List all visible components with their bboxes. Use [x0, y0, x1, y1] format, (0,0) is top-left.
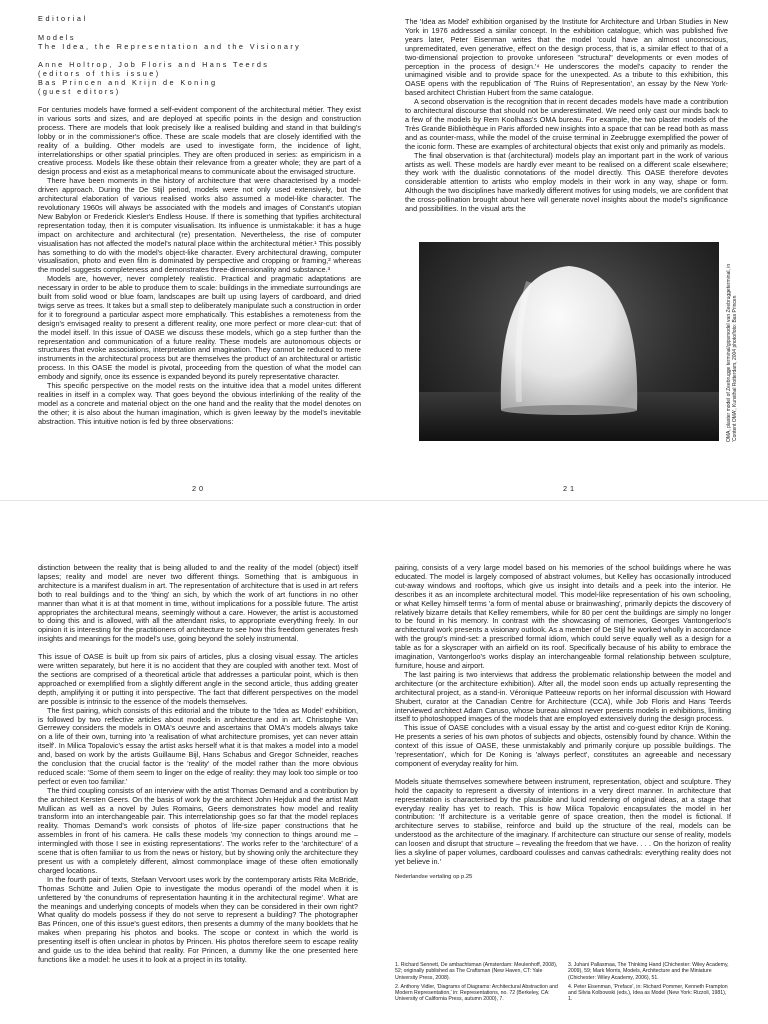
page-number-right: 21	[563, 484, 578, 493]
body-paragraph: A second observation is the recognition that in recent decades models have made a contribution to architectural discourse that should not be underestimated. We need only cast our minds back to a few of the models by Rem Koolhaas's OMA bureau. For example, the two plaster models of the Très Grande Bibliothèque in Paris afforded new insights into a space that can be read both as mass and as counter-mass, while the model of the cruise terminal in Zeebrugge exemplified the power of the iconic form. These are examples of architectural objects that exist only and primarily as models.	[405, 97, 728, 151]
footnotes-column-1	[395, 962, 558, 1006]
authors-line-3: Bas Princen and Krijn de Koning	[38, 78, 218, 87]
author-block	[38, 60, 361, 96]
authors-line-1: Anne Holtrop, Job Floris and Hans Teerds	[38, 60, 270, 69]
title-line-2: The Idea, the Representation and the Visionary	[38, 42, 302, 51]
body-paragraph: The final observation is that (architectural) models play an important part in the work of various artists as well. These models are hardly ever meant to be realised on a different scale elsewhere; they work with the dualistic connotations of the model directly. This OASE therefore devotes considerable attention to artists who employ models in their work in any way, shape or form. Although the two disciplines have markedly different motives for using models, we are confident that the cross-pollination brought about here will generate novel insights about the model's significance and possibilities. In the visual arts the	[405, 150, 728, 214]
authors-line-4: (guest editors)	[38, 87, 121, 96]
body-paragraph: For centuries models have formed a self-evident component of the architectural métier. They exist in various sorts and sizes, and are deployed at specific points in the design and construction process. There are models that look precisely like a realised building and stand in that building's lobby or in the commissioner's office. These are scale models that are closely identified with the reality of a building. Other models are used to investigate form, the incidence of light, interrelationships or other spatial principles. They are often produced in series: as empiricism in a creative process. Models like these obtain their relevance from a greater whole; they are part of a design process and exist as a metaphorical means to communicate about the envisaged structure.	[38, 105, 361, 177]
body-paragraph: The third coupling consists of an interview with the artist Thomas Demand and a contribution by the architect Kersten Geers. On the basis of work by the architect John Hejduk and the artist Matt Mullican as well as a novel by Jules Romains, Geers demonstrates how model and reality transform into an interchangeable pair. This interrelationship goes so far that the model replaces reality. Thomas Demand's work consists of photos of life-size paper constructions that he assembles in front of his camera. He calls these models 'my connection to things around me – intermingled with those I see in existing representations'. The works refer to the 'architecture' of a scene that is often familiar to us from the news or history, but by showing only the architecture they present us with a completely different, almost commonplace image of these often emotionally charged locations.	[38, 785, 358, 875]
footnotes-column-2	[568, 962, 731, 1006]
page-number-left: 20	[192, 484, 207, 493]
photo-caption: OMA, plaster model of Zeebrugge terminal/gipsmodel van Zeebruggeterminal, in 'Content OMA', Kunsthal Rotterdam, 2004 photo/foto: Bas Princen	[726, 263, 738, 442]
article-title	[38, 33, 361, 51]
top-spread	[0, 0, 768, 500]
body-paragraph: Models situate themselves somewhere between instrument, representation, object and sculpture. They hold the capacity to represent a diversity of intentions in a very direct manner. In architecture that representation is characterised by the plausible and lucid rendering of original ideas, at a stage that everyday reality has yet to reach. This is how Milica Topalovic encapsulates the model in her contribution: 'If architecture is a veritable genre of space creation, then the model is fictional. If architecture serves to stabilise, reinforce and build up the structure of the real, models can be understood as the architecture of the imaginary. If architecture can structure our sense of reality, models can loosen and disrupt that structure – revealing the freedom that we have. . . . On the horizon of reality lies a skyline of paper volumes, cardboard coulisses and canvas cathedrals: everything reality does not yet believe in.'	[395, 776, 731, 866]
footnote: 2. Anthony Vidler, 'Diagrams of Diagrams: Architectural Abstraction and Modern Representation,' in: Representations, no. 72 (Berkeley, CA: University of California Press, autumn 2000), 7.	[395, 983, 558, 1003]
footnotes	[395, 962, 731, 1006]
body-paragraph: In the fourth pair of texts, Stefaan Vervoort uses work by the contemporary artists Rita McBride, Thomas Schütte and Julien Opie to investigate the modus operandi of the model when it is unfettered by 'the conundrums of representation haunting it in the architectural regime'. What are the meanings and underlying concepts of models when they can be considered in their own right? What quality do models possess if they do not serve to represent a building? The photographer Bas Princen, one of this issue's guest editors, then presents a dummy of the many booklets that he makes when preparing his photos and books. The scope or context in which the world is presenting itself is often unclear in photos by Princen. His photos therefore seem to escape reality and guide us to the idea behind that reality. For Princen, a dummy like the one presented here functions like a model: he uses it to look at a project in its totality.	[38, 874, 358, 964]
bottom-spread	[0, 500, 768, 1024]
body-paragraph: Models are, however, never completely realistic. Practical and pragmatic adaptations are necessary in order to be able to produce them to scale: buildings in the immediate surroundings are built from solid wood or blue foam, landscapes are built up using layers of cardboard, and dried twigs serve as trees. It takes but a small step to deliberately manipulate such a construction in order for it to foreground a particular aspect more emphatically. This establishes a remoteness from the design's envisaged reality to present a different reality, one more perfect or more clear-cut: that of the model itself. In this issue of OASE we discuss these models, which go a step further than the representation and communication of a future reality. These models are autonomous objects or structures that evoke associations, interpretation and imagination. They cannot be reduced to mere instruments in the architectural process but are themselves the product of an architectural or artistic process. In this OASE the model is pivotal, proceeding from the question of what the model can embody and signify, once its essence is expanded beyond its purely representative character.	[38, 274, 361, 382]
body-paragraph: This specific perspective on the model rests on the intuitive idea that a model unites different realities in itself in a complex way. That goes beyond the obvious interlinking of the reality of the model as a concrete and material object on the one hand and the reality that the model denotes on the other; it is also about the human imagination, which is given leeway by the model's inevitable abstraction. This intuitive notion is fed by three observations:	[38, 381, 361, 426]
section-label: Editorial	[38, 14, 88, 23]
body-paragraph: The last pairing is two interviews that address the problematic relationship between the model and architecture (or the architecture exhibition). After all, the model soon ends up actually representing the architectural project, as a stand-in. Véronique Patteeuw reports on her informal discussion with Howard Shubert, curator at the Canadian Centre for Architecture (CCA), while Job Floris and Hans Teerds interviewed architect Adam Caruso, whose bureau almost never presents models in exhibitions, limiting itself to photoshopped images of the models that are employed extensively during the design process.	[395, 669, 731, 724]
body-paragraph: distinction between the reality that is being alluded to and the reality of the model (object) itself lapses; reality and model are never two different things. Something that is ambiguous in architecture is a manifest dualism in art. The representation of architecture that is used in art refers both to real buildings and to the 'thing' an sich, by which the work of art functions in no other manner than what it is at that moment in time, without implications for a possible future. The artist appropriates the architectural means, seemingly without a care. However, the artist is accustomed to doing this and is allowed, with all the attendant risks, to appropriate everything freely. In our opinion it is interesting for the practitioners of architecture to see how this freedom generates fresh insights and meanings for the model's use, going beyond the solely instrumental.	[38, 564, 358, 644]
bottom-left-column	[38, 564, 358, 1022]
body-paragraph: The first pairing, which consists of this editorial and the tribute to the 'Idea as Model' exhibition, is followed by two reflective articles about models in architecture and in art. Christophe Van Gerrewey considers the models in OMA's oeuvre and ascertains that OMA's models always take on a life of their own, turning into 'a realisation of what architecture promises, yet can never attain itself'. In Milica Topalovic's essay the artist asks herself what it is that makes a model into a model and, based on work by the artists Guillaume Bijl, Hans Schabus and Gregor Schneider, reaches the conclusion that the crucial factor is the 'reality' of the model rather than the more obvious reduced scale: 'Some of them seem to linger on the edge of reality: they may look too simple or too perfect or even too familiar.'	[38, 705, 358, 786]
footnote: 1. Richard Sennett, De ambachtsman (Amsterdam: Meulenhoff, 2008), 52; originally published as The Craftsman (New Haven, CT: Yale University Press, 2008).	[395, 962, 558, 981]
footnote: 3. Juhani Pallasmaa, The Thinking Hand (Chichester: Wiley Academy, 2009), 59; Mark Morris, Models, Architecture and the Miniature (Chichester: Wiley Academy, 2006), 51.	[568, 962, 729, 981]
authors-line-2: (editors of this issue)	[38, 69, 161, 78]
body-paragraph: The 'Idea as Model' exhibition organised by the Institute for Architecture and Urban Studies in New York in 1976 addressed a similar concept. In the exhibition catalogue, which was published five years later, Peter Eisenman writes that the model 'could have an almost unconscious, unpremeditated, even generative, effect on the design process, that is, a similar effect to that of a two-dimensional projection to provoke unforeseen "structural" developments or even modes of perception in the process of design.'⁴ He underscores the model's capacity to render the unimagined visible and to provide space for the unexpected. As a tribute to this exhibition, this OASE opens with the republication of 'The Ruins of Representation', an essay by the New York-based architect Christian Hubert from the same catalogue.	[405, 18, 728, 98]
left-page-column	[38, 14, 361, 468]
title-line-1: Models	[38, 33, 76, 42]
bottom-right-column	[395, 564, 731, 958]
translation-note: Nederlandse vertaling op p.25	[395, 873, 473, 880]
body-paragraph: This issue of OASE is built up from six pairs of articles, plus a closing visual essay. The articles were written separately, but here it is no accident that they are coupled with another text. Most of the sections are comprised of a theoretical article that addresses a particular point, which is then approached or exemplified from a slightly different angle in the second article, thus adding greater depth, amplifying it or putting it into perspective. The fact that different perspectives on the model are possible is intrinsic to the essence of the models themselves.	[38, 652, 358, 706]
body-paragraph: There have been moments in the history of architecture that were characterised by a model-driven approach. During the De Stijl period, models were not only used extensively, but the architectural elaboration of various realised works also assumed a model-like character. The revolutionary 1960s will always be associated with the models and images of Constant's utopian New Babylon or Frederick Kiesler's Endless House. If there is something that typifies architectural representation today, then it is computer visualisation. Its influence is unmistakable: it has a huge impact on architecture and architectural (re) presentation. Nevertheless, the rise of computer visualisation has not affected the model's natural place within the architectural métier.¹ This possibly has something to do with the model's object-like character. Every architectural drawing, computer visualisation, photo and even film is dominated by perspective and cropping or framing,² whereas the model suggests completeness and demonstrates three-dimensionality and substance.³	[38, 176, 361, 275]
right-page-column	[405, 18, 728, 236]
body-paragraph: This issue of OASE concludes with a visual essay by the artist and co-guest editor Krijn de Koning. He presents a series of his own photos of subjects and objects, ostensibly found by chance. Within the context of this issue of OASE, these unmistakably and primarily conjure up possible buildings. The 'representation', which for De Koning is 'always perfect', constitutes an agreeable and necessary component of everyday reality for him.	[395, 723, 731, 768]
footnote: 4. Peter Eisenman, 'Preface', in: Richard Pommer, Kenneth Frampton and Silvia Kolbowski (eds.), Idea as Model (New York: Rizzoli, 1981), 1.	[568, 983, 728, 1003]
body-paragraph: pairing, consists of a very large model based on his memories of the school buildings where he was educated. The model is largely composed of abstract volumes, but Kelley has occasionally introduced cut-away windows and rooftops, which give us insight into details and a peek into the interior. He describes it as an incomplete architectural model. This model-like representation of his own schooling, or what Kelley himself terms 'a form of mental abuse or brainwashing', primarily depicts the discovery of relatively bizarre details that Kelley remembers, while for 80 per cent the buildings are simply no longer to be found in his memory. In contrast with the showcasing of memories, Georges Vantongerloo's architectural work presents a visionary outlook. As a member of De Stijl he worked wholly in accordance with the group's mind-set: a prescribed formal idiom, which could serve equally well as a design for a table as for a skyscraper with an airfield on its roof. Specifically because of his ability to embrace the imagination, Vantongerloo's works display an interchangeable formal relationship between sculpture, furniture, house and airport.	[395, 564, 731, 670]
plaster-model-photo	[419, 242, 719, 441]
